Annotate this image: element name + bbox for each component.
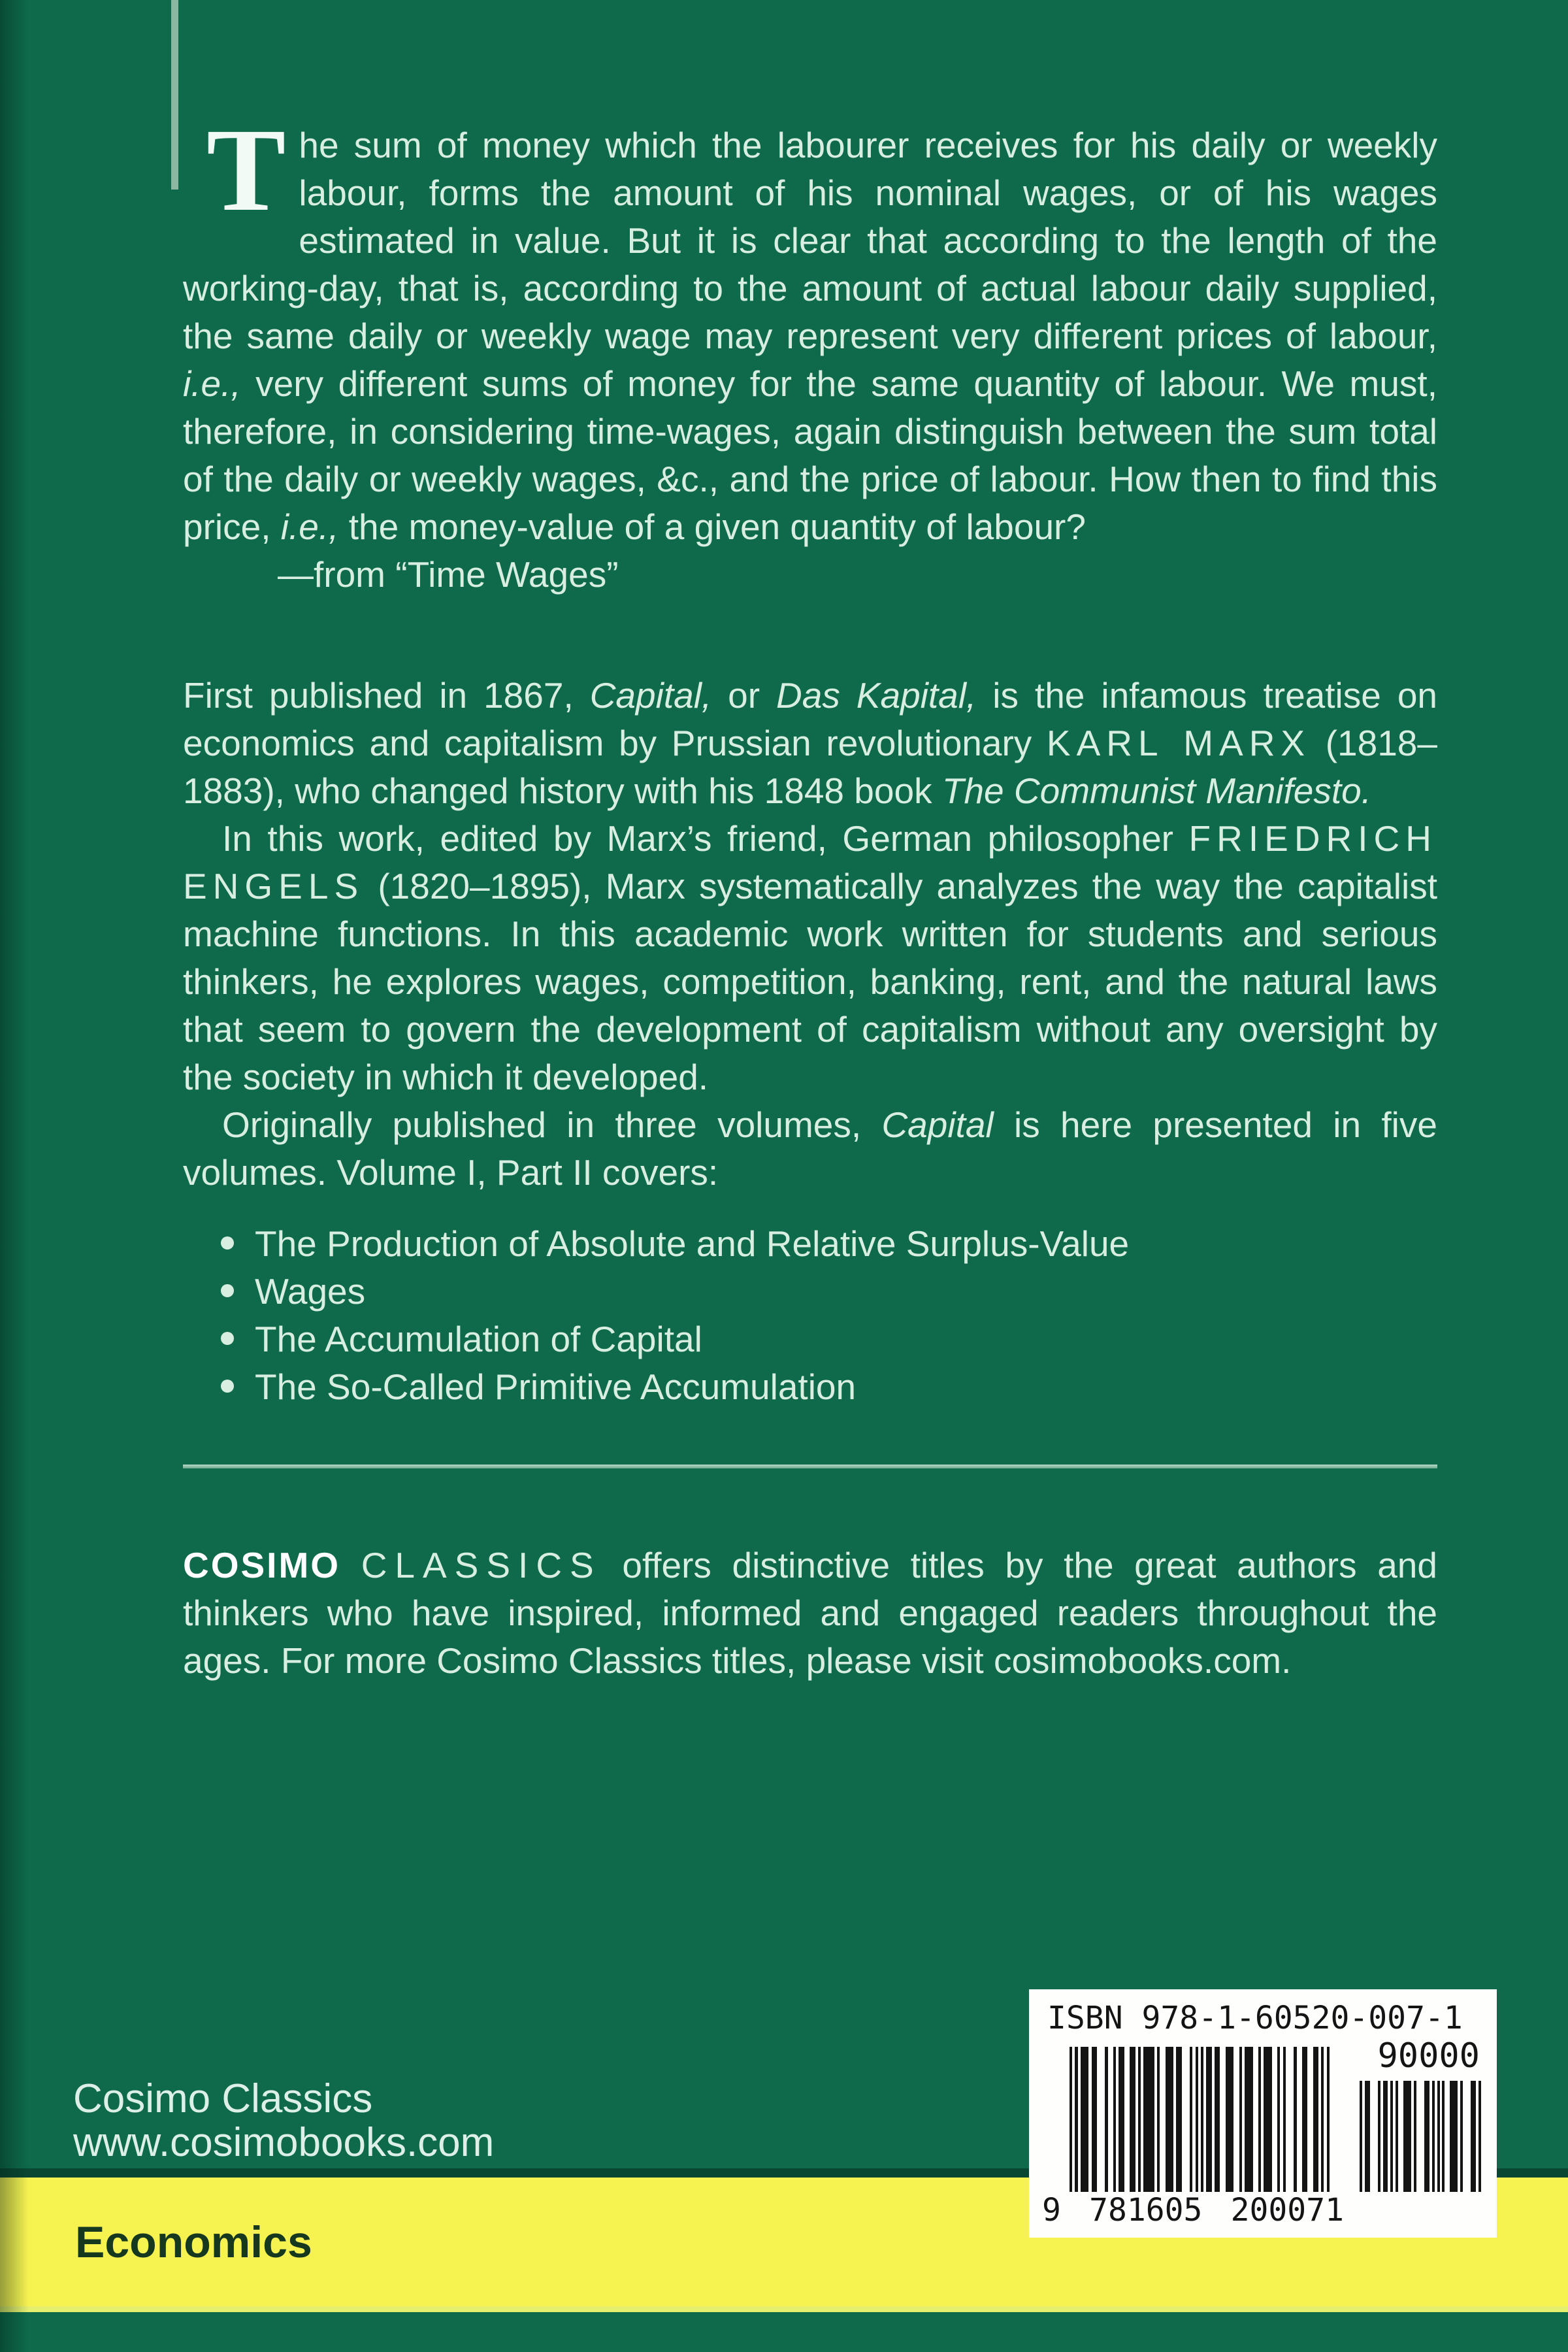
about-paragraph-2: In this work, edited by Marx’s friend, German philosopher FRIEDRICH ENGELS (1820–1895), Marx systematically analyzes the way the capitalist machine functions. In this academic work written for students and serious thinkers, he explores wages, competition, banking, rent, and the natural laws that seem to govern the development of capitalism without any oversight by the society in which it developed. [183,818,1437,1097]
spine-shadow [0,0,29,2352]
drop-cap-letter: T [206,105,286,236]
topics-list [183,1220,1437,1411]
ean5-addon-barcode-icon [1357,2081,1481,2192]
imprint-name: Cosimo Classics [73,2076,373,2121]
publisher-blurb: COSIMO CLASSICS offers distinctive titles by the great authors and thinkers who have inspired, informed and engaged readers throughout the ages. For more Cosimo Classics titles, please visit cosimobooks.com. [183,1545,1437,1681]
dropcap-vertical-rule [171,0,178,190]
bullet-icon [221,1236,234,1250]
imprint-block [73,2077,494,2164]
list-item [221,1316,1437,1363]
list-item [221,1363,1437,1411]
barcode-digit-lead: 9 [1042,2192,1061,2228]
bullet-icon [221,1380,234,1393]
barcode-digits [1042,2192,1344,2228]
back-cover-text-column [183,105,1437,1685]
bullet-icon [221,1284,234,1297]
barcode-digit-group1: 781605 [1089,2192,1203,2228]
list-item-label: Wages [255,1271,366,1312]
list-item-label: The Production of Absolute and Relative Surplus-Value [255,1223,1130,1264]
yellow-band-bottom-rule [0,2306,1568,2312]
price-code: 90000 [1377,2036,1480,2076]
quote-text: he sum of money which the labourer receives for his daily or weekly labour, forms the amount of his nominal wages, or of his wages estimated in value. But it is clear that according to the length of the working-day, that is, according to the amount of actual labour daily supplied, the same daily or weekly wage may represent very different prices of labour, i.e., very different sums of money for the same quantity of labour. We must, therefore, in considering time-wages, again distinguish between the sum total of the daily or weekly wages, &c., and the price of labour. How then to find this price, i.e., the money-value of a given quantity of labour? [183,125,1437,547]
list-item [221,1220,1437,1268]
section-divider [183,1465,1437,1468]
list-item-label: The Accumulation of Capital [255,1319,702,1359]
bullet-icon [221,1332,234,1345]
barcode-digit-group2: 200071 [1230,2192,1344,2228]
category-label: Economics [75,2217,312,2267]
list-item [221,1268,1437,1316]
about-paragraph-3: Originally published in three volumes, Capital is here presented in five volumes. Volume I, Part II covers: [183,1104,1437,1193]
isbn-label: ISBN 978-1-60520-007-1 [1047,2000,1463,2036]
barcode-panel [1029,1989,1497,2238]
quote-attribution: —from “Time Wages” [278,554,619,595]
quote-paragraph [183,105,1437,551]
imprint-url: www.cosimobooks.com [73,2120,495,2165]
ean13-barcode-icon [1070,2047,1330,2192]
list-item-label: The So-Called Primitive Accumulation [255,1366,857,1407]
about-paragraph-1: First published in 1867, Capital, or Das Kapital, is the infamous treatise on economics and capitalism by Prussian revolutionary KARL MARX (1818–1883), who changed history with his 1848 book The Communist Manifesto. [183,675,1437,811]
